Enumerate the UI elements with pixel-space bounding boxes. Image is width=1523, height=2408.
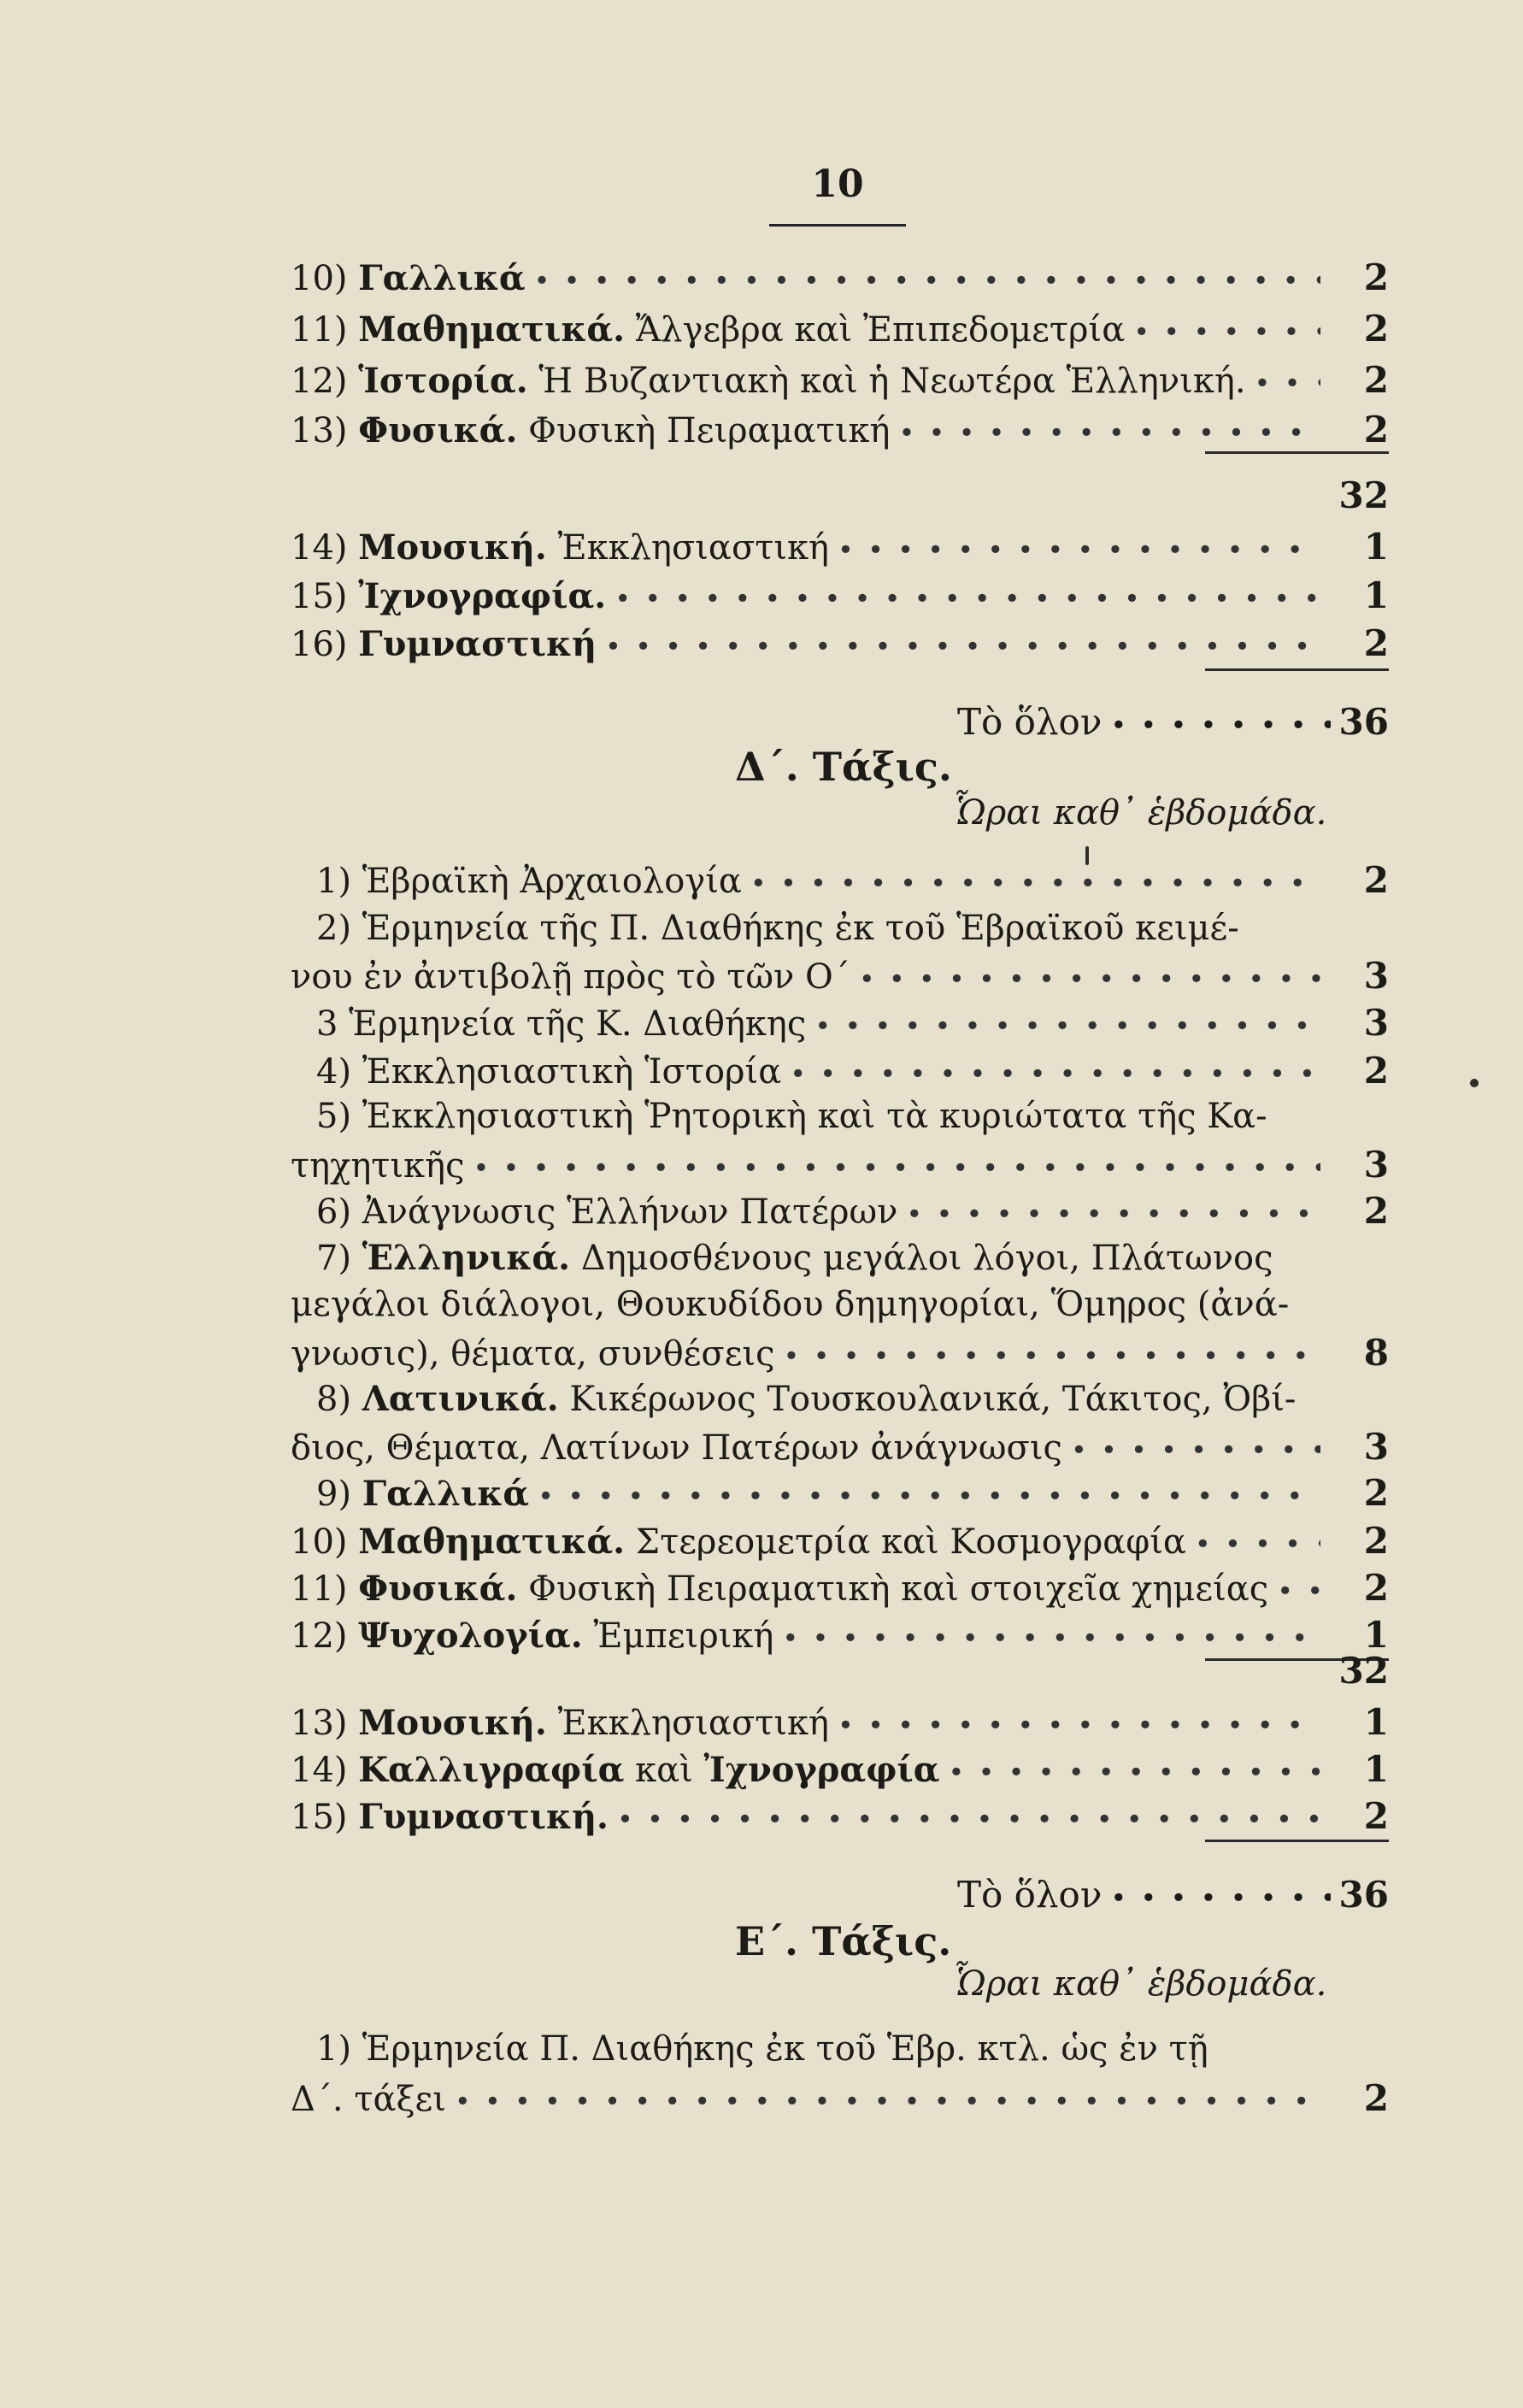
subject-hours: 2 [1363,308,1389,350]
leader-dots [473,1151,1320,1184]
subject-number: 1) [316,862,352,901]
leader-dots [538,1480,1320,1512]
subject-hours: 2 [1363,1050,1389,1092]
subject-text: Ἐκκλησιαστικὴ Ῥητορικὴ καὶ τὰ κυριώτατα τῆς Κα- [362,1097,1267,1136]
subject-hours: 2 [1363,359,1389,401]
subject-hours: 2 [1363,409,1389,450]
subject-hours: 8 [1363,1332,1389,1374]
page-number-underline [769,224,906,227]
extra-subject-row [291,622,1389,675]
subject-text: Ἑρμηνεία Π. Διαθήκης ἐκ τοῦ Ἑβρ. κτλ. ὡς ἐν τῇ [362,2029,1208,2069]
subject-hours: 3 [1363,955,1389,997]
leader-dots [906,1198,1320,1230]
subject-row [291,359,1389,412]
subject-description: Ἡ Βυζαντιακὴ καὶ ἡ Νεωτέρα Ἑλληνική. [538,362,1246,401]
subject-number: 7) [316,1239,352,1278]
subject-row [291,1567,1389,1620]
extra-subject-row [291,1748,1389,1801]
ink-speck [1470,1079,1479,1087]
subject-row [316,1190,1389,1243]
subject-name: Μουσική. [358,1703,547,1743]
subject-row [291,1520,1389,1573]
subject-line [291,1285,1389,1338]
subject-number: 4) [316,1052,352,1092]
subject-name: Φυσικά. [358,1569,518,1609]
subject-number: 11) [291,1569,348,1609]
subject-number: 14) [291,528,348,568]
leader-dots [782,1622,1320,1654]
leader-dots [1133,315,1320,348]
subject-name: Ἱστορία. [358,361,528,401]
subject-row [316,859,1389,912]
subject-number: 12) [291,1616,348,1656]
subject-description: Φυσικὴ Πειραματική [528,411,891,450]
subject-hours: 3 [1363,1144,1389,1186]
subject-description: Ἐκκλησιαστική [557,1704,830,1743]
subject-number: 13) [291,1704,348,1743]
leader-dots [534,264,1320,297]
subject-name: Γυμναστική. [358,1797,609,1837]
subject-description: Ἐκκλησιαστική [557,528,830,568]
subject-hours: 1 [1363,1701,1389,1743]
total-rule [1205,1840,1389,1842]
subject-hours: 2 [1363,1190,1389,1232]
total-label: Τὸ ὅλον [957,1874,1103,1916]
subject-description: Ἄλγεβρα καὶ Ἐπιπεδομετρία [635,310,1126,350]
subject-connector: καὶ [635,1751,693,1790]
subject-number: 14) [291,1751,348,1790]
subject-number: 5) [316,1097,352,1136]
subject-description: Στερεομετρία καὶ Κοσμογραφία [635,1522,1186,1562]
subject-hours: 2 [1363,1795,1389,1837]
subject-name: Ἑλληνικά. [362,1238,571,1278]
extra-subject-row [291,526,1389,579]
subject-row [291,256,1389,309]
leader-dots [1110,709,1330,741]
subject-line [316,2029,1414,2082]
total-rule [1205,668,1389,671]
subject-line [316,1379,1414,1432]
leader-dots [898,416,1320,449]
subject-line [316,1238,1414,1291]
page-number: 10 [811,162,864,206]
leader-dots [784,1339,1320,1372]
subject-name: Φυσικά. [358,410,518,450]
subject-text: Δημοσθένους μεγάλοι λόγοι, Πλάτωνος [580,1239,1273,1278]
subject-hours: 2 [1363,1567,1389,1609]
subject-hours: 3 [1363,1426,1389,1468]
leader-dots [949,1756,1320,1788]
subject-text: τηχητικῆς [291,1146,465,1186]
leader-dots [814,1010,1320,1042]
subject-hours: 1 [1363,574,1389,616]
subject-number: 2) [316,909,352,948]
subject-number: 8) [316,1380,352,1419]
subject-text: νου ἐν ἀντιβολῇ πρὸς τὸ τῶν Ο΄ [291,957,850,997]
subtotal-value: 32 [1338,1650,1389,1692]
subject-name: Ψυχολογία. [358,1616,583,1656]
subject-hours: 2 [1363,1472,1389,1514]
total-row [957,701,1389,754]
subject-number: 11) [291,310,348,350]
subject-number: 6) [316,1192,352,1232]
total-value: 36 [1338,1874,1389,1916]
subject-row [316,1002,1389,1055]
subtotal-rule [1205,451,1389,454]
subject-hours: 2 [1363,256,1389,298]
leader-dots [614,582,1320,615]
subject-text: διος, Θέματα, Λατίνων Πατέρων ἀνάγνωσις [291,1428,1062,1468]
subject-name: Μαθηματικά. [358,1522,626,1562]
subject-line [316,1097,1414,1150]
leader-dots [1195,1528,1320,1560]
subject-name: Μαθηματικά. [358,309,626,350]
subject-hours: 1 [1363,526,1389,568]
subject-row [291,1144,1389,1197]
leader-dots [790,1057,1320,1090]
total-row [957,1874,1389,1927]
total-value: 36 [1338,701,1389,743]
subject-name: Γαλλικά [358,258,526,298]
ink-speck [1085,846,1089,865]
subject-text: μεγάλοι διάλογοι, Θουκυδίδου δημηγορίαι, Ὅμηρος (ἀνά- [291,1285,1290,1324]
leader-dots [838,533,1320,566]
subject-number: 1) [316,2029,352,2069]
subject-name: Γυμναστική [358,624,597,664]
subject-text: Ἑρμηνεία τῆς Π. Διαθήκης ἐκ τοῦ Ἑβραϊκοῦ κειμέ- [362,909,1239,948]
subject-number: 12) [291,362,348,401]
hours-per-week-header: Ὧραι καθ᾿ ἑβδομάδα. [953,793,1327,833]
hours-per-week-header: Ὧραι καθ᾿ ἑβδομάδα. [953,1964,1327,2004]
subject-name: Μουσική. [358,527,547,568]
subject-hours: 3 [1363,1002,1389,1044]
subject-row [316,1472,1389,1525]
subject-number: 15) [291,577,348,616]
subject-number: 10) [291,259,348,298]
subject-hours: 2 [1363,1520,1389,1562]
subject-hours: 2 [1363,859,1389,901]
leader-dots [617,1803,1320,1835]
subject-name: Ἑβραϊκὴ Ἀρχαιολογία [362,862,742,901]
leader-dots [1277,1575,1320,1607]
subject-number: 9) [316,1475,352,1514]
leader-dots [1071,1434,1320,1466]
subject-row [291,955,1389,1008]
leader-dots [455,2085,1320,2117]
subject-text: γνωσις), θέματα, συνθέσεις [291,1334,775,1374]
subject-name: Ἐκκλησιαστικὴ Ἱστορία [362,1052,782,1092]
leader-dots [1110,1881,1330,1914]
leader-dots [838,1709,1320,1741]
subject-text: Κικέρωνος Τουσκουλανικά, Τάκιτος, Ὀβί- [569,1380,1297,1419]
subject-name: Ἰχνογραφία [703,1750,940,1790]
subject-description: Φυσικὴ Πειραματικὴ καὶ στοιχεῖα χημείας [528,1569,1269,1609]
subject-number: 16) [291,625,348,664]
subject-number: 15) [291,1798,348,1837]
subject-hours: 2 [1363,622,1389,664]
subject-row [316,1050,1389,1103]
subject-line [316,909,1414,962]
leader-dots [859,963,1320,995]
subject-row [291,308,1389,361]
subject-hours: 2 [1363,2077,1389,2119]
subtotal-value: 32 [1338,474,1389,516]
leader-dots [1255,367,1320,399]
extra-subject-row [291,1701,1389,1754]
extra-subject-row [291,574,1389,627]
subject-hours: 1 [1363,1614,1389,1656]
total-label: Τὸ ὅλον [957,701,1103,743]
subject-number: 13) [291,411,348,450]
subject-description: Ἐμπειρική [593,1616,774,1656]
subject-text: Δ΄. τάξει [291,2080,446,2119]
subject-name: Ἑρμηνεία τῆς Κ. Διαθήκης [349,1004,807,1044]
subject-row [291,1332,1389,1385]
subject-hours: 1 [1363,1748,1389,1790]
subject-name: Καλλιγραφία [358,1750,625,1790]
leader-dots [605,630,1320,662]
subject-row [291,1426,1389,1479]
subject-name: Ἰχνογραφία. [358,576,607,616]
subject-row [291,2077,1389,2130]
subject-name: Ἀνάγνωσις Ἑλλήνων Πατέρων [362,1192,898,1232]
subject-name: Γαλλικά [362,1474,530,1514]
class-title: Δ΄. Τάξις. [735,744,952,790]
subject-number: 3 [316,1004,338,1044]
subject-number: 10) [291,1522,348,1562]
class-title: Ε΄. Τάξις. [735,1918,952,1964]
subject-name: Λατινικά. [362,1379,559,1419]
leader-dots [750,867,1320,899]
